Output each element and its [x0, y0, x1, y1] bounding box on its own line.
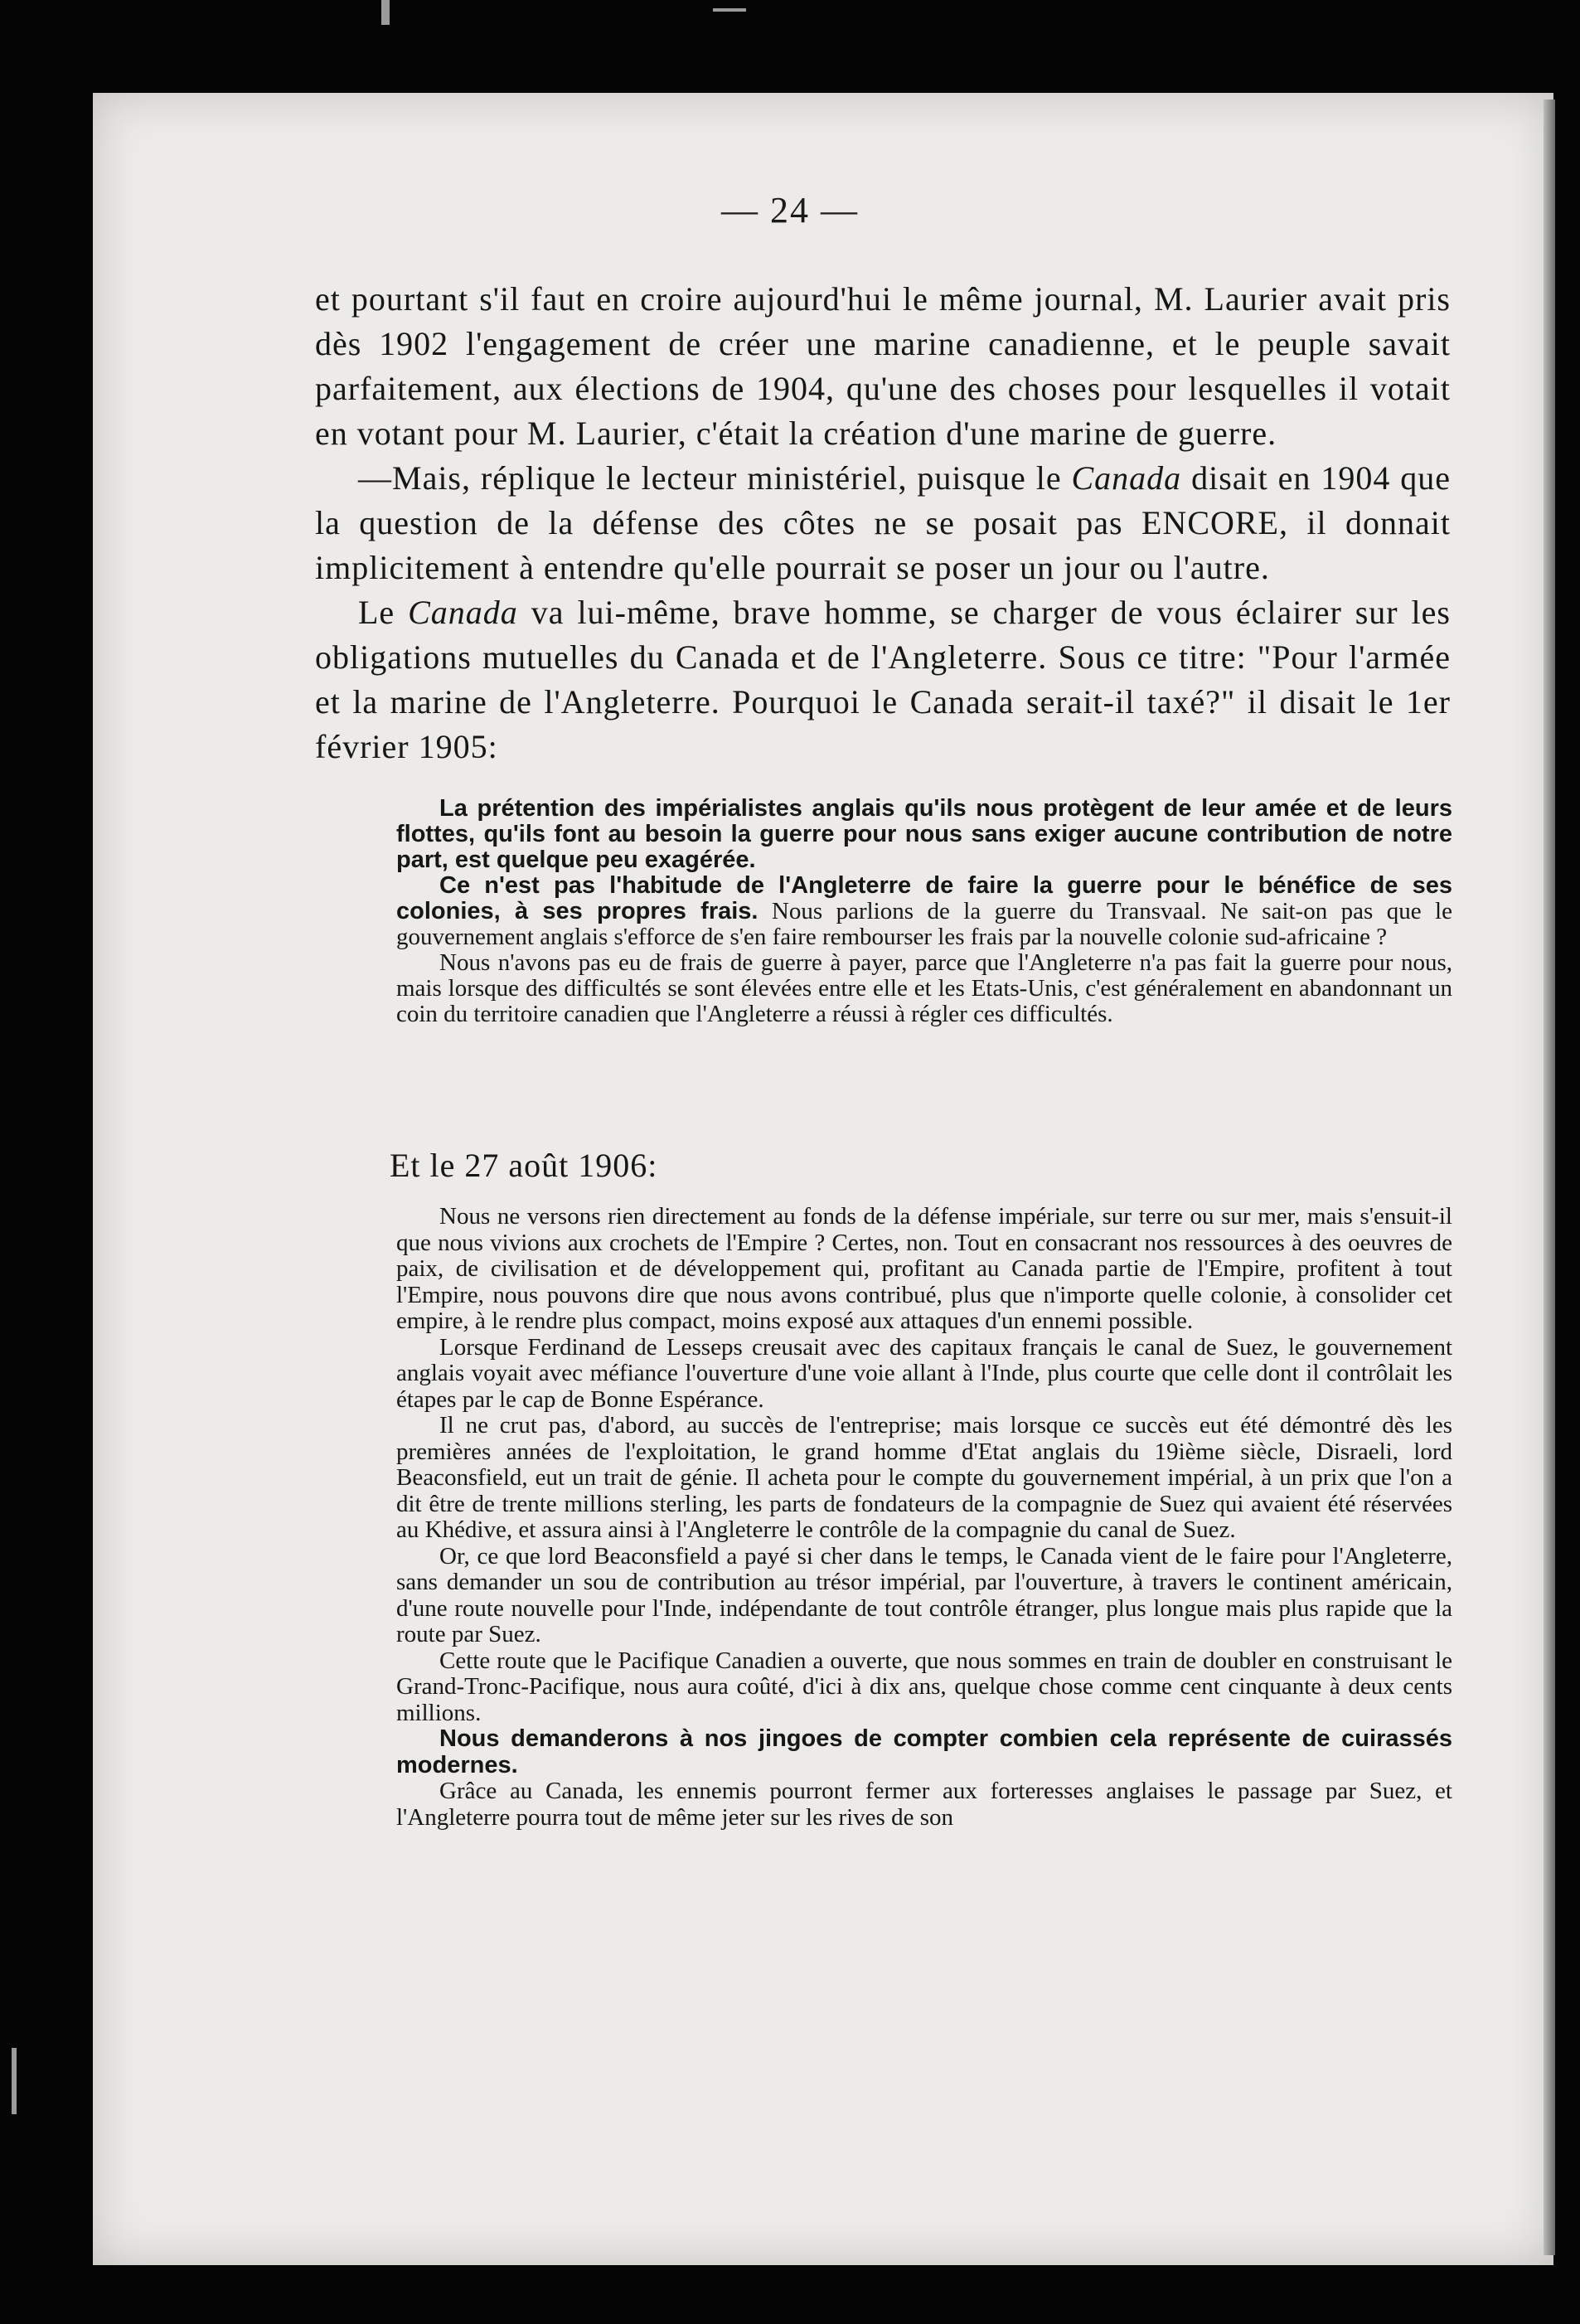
quoted-paragraph: Il ne crut pas, d'abord, au succès de l'entreprise; mais lorsque ce succès eut été démontré dès les premières années de l'exploitation, le grand homme d'Etat anglais du 19ième siècle, Disraeli, lord Beaconsfield, eut un trait de génie. Il acheta pour le compte du gouvernement impérial, à un prix que l'on a dit être de trente millions sterling, les parts de fondateurs de la compagnie de Suez qui avaient été réservées au Khédive, et assura ainsi à l'Angleterre le contrôle de la compagnie du canal de Suez.: [396, 1412, 1452, 1543]
newspaper-name: Canada: [408, 594, 518, 631]
quoted-paragraph: Cette route que le Pacifique Canadien a ouverte, que nous sommes en train de doubler en construisant le Grand-Tronc-Pacifique, nous aura coûté, d'ici à dix ans, quelque chose comme cent cinquante à deux cents millions.: [396, 1647, 1452, 1726]
newspaper-name: Canada: [1071, 459, 1182, 497]
paragraph: —Mais, réplique le lecteur ministériel, puisque le Canada disait en 1904 que la question de la défense des côtes ne se posait pas ENCORE, il donnait implicitement à entendre qu'elle pourrait se poser un jour ou l'autre.: [315, 459, 1452, 586]
quotation-1905: [396, 796, 1452, 1027]
quoted-paragraph: Grâce au Canada, les ennemis pourront fermer aux forteresses anglaises le passage par Suez, et l'Angleterre pourra tout de même jeter sur les rives de son: [396, 1778, 1452, 1831]
page-edge-shadow: [1544, 99, 1555, 2255]
scan-speck: [12, 2048, 17, 2114]
quoted-paragraph: La prétention des impérialistes anglais qu'ils nous protègent de leur amée et de leurs flottes, qu'ils font au besoin la guerre pour nous sans exiger aucune contribution de notre part, est quelque peu exagérée.: [396, 795, 1452, 873]
paragraph: et pourtant s'il faut en croire aujourd'hui le même journal, M. Laurier avait pris dès 1902 l'engagement de créer une marine canadienne, et le peuple savait parfaitement, aux élections de 1904, qu'une des choses pour lesquelles il votait en votant pour M. Laurier, c'était la création d'une marine de guerre.: [315, 280, 1451, 452]
dateline: Et le 27 août 1906:: [390, 1147, 658, 1184]
page-number: — 24 —: [721, 190, 859, 230]
scan-speck: [381, 0, 390, 25]
quoted-paragraph: Lorsque Ferdinand de Lesseps creusait avec des capitaux français le canal de Suez, le gouvernement anglais voyait avec méfiance l'ouverture d'une voie allant à l'Inde, plus courte que celle dont il contrôlait les étapes par le cap de Bonne Espérance.: [396, 1333, 1452, 1413]
paragraph: Le Canada va lui-même, brave homme, se charger de vous éclairer sur les obligations mutuelles du Canada et de l'Angleterre. Sous ce titre: "Pour l'armée et la marine de l'Angleterre. Pourquoi le Canada serait-il taxé?" il disait le 1er février 1905:: [315, 594, 1451, 765]
scan-speck: [713, 8, 746, 12]
intro-text: [315, 277, 1451, 769]
quoted-paragraph: Nous ne versons rien directement au fonds de la défense impériale, sur terre ou sur mer, mais s'ensuit-il que nous vivions aux crochets de l'Empire ? Certes, non. Tout en consacrant nos ressources à des oeuvres de paix, de civilisation et de développement qui, profitant au Canada partie de l'Empire, profitent à tout l'Empire, nous pouvons dire que nous avons contribué, plus que n'importe quelle colonie, à consolider cet empire, à le rendre plus compact, moins exposé aux attaques d'un ennemi possible.: [396, 1203, 1452, 1334]
quoted-paragraph: Or, ce que lord Beaconsfield a payé si cher dans le temps, le Canada vient de le faire pour l'Angleterre, sans demander un sou de contribution au trésor impérial, par l'ouverture, à travers le continent américain, d'une route nouvelle pour l'Inde, indépendante de tout contrôle étranger, plus longue mais plus rapide que la route par Suez.: [396, 1542, 1452, 1647]
quoted-paragraph: Ce n'est pas l'habitude de l'Angleterre de faire la guerre pour le bénéfice de ses colonies, à ses propres frais. Nous parlions de la guerre du Transvaal. Ne sait-on pas que le gouvernement anglais s'efforce de s'en faire rembourser les frais par la nouvelle colonie sud-africaine ?: [396, 872, 1452, 950]
quotation-1906: [396, 1204, 1452, 1831]
quoted-paragraph: Nous n'avons pas eu de frais de guerre à payer, parce que l'Angleterre n'a pas fait la guerre pour nous, mais lorsque des difficultés se sont élevées entre elle et les Etats-Unis, c'est généralement en abandonnant un coin du territoire canadien que l'Angleterre a réussi à régler ces difficultés.: [396, 949, 1452, 1027]
quoted-paragraph: Nous demanderons à nos jingoes de compter combien cela représente de cuirassés modernes.: [396, 1725, 1452, 1778]
